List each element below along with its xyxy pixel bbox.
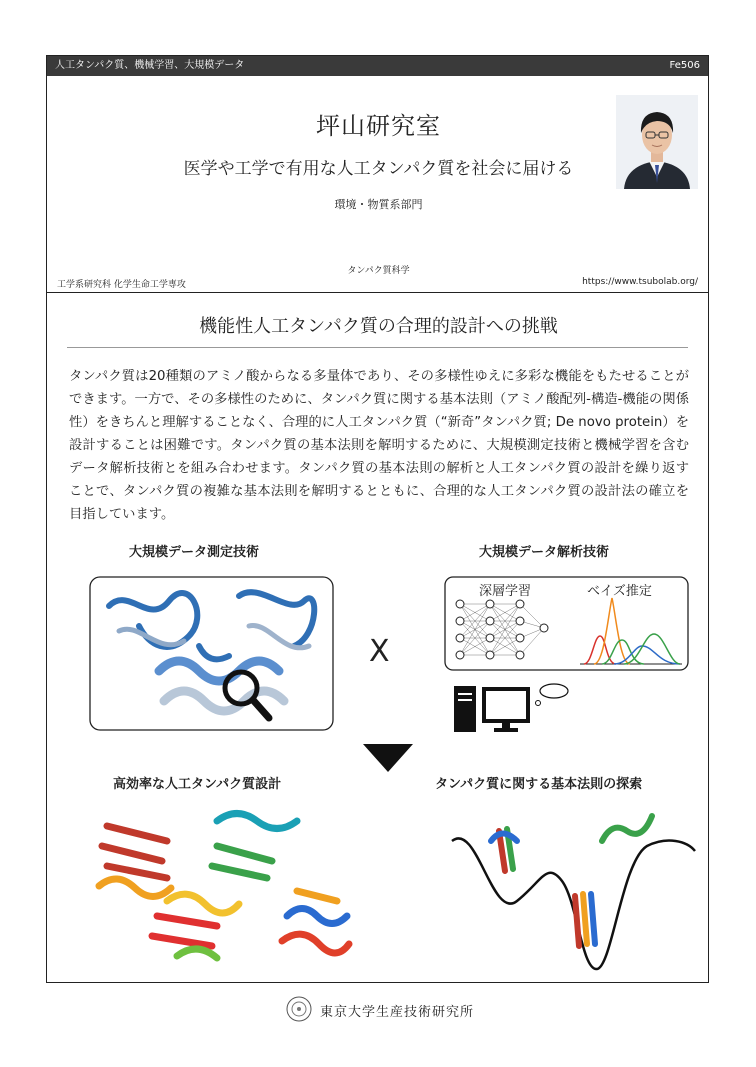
header-bar — [47, 56, 708, 76]
measurement-title: 大規模データ測定技術 — [129, 545, 260, 560]
analysis-title: 大規模データ解析技術 — [479, 545, 610, 560]
affiliation: 工学系研究科 化学生命工学専攻 — [57, 280, 186, 290]
body-text: タンパク質は20種類のアミノ酸からなる多量体であり、その多様性ゆえに多彩な機能をもたせることができます。一方で、その多様性のために、タンパク質に関する基本法則（アミノ酸配列-構造-機能の関係性）をきちんと理解することなく、合理的に人工タンパク質（“新奇”タンパク質; De novo protein）を設計することは困難です。タンパク質の基本法則を解明するために、大規模測定技術と機械学習を含むデータ解析技術とを組み合わせます。タンパク質の基本法則の解析と人工タンパク質の設計を繰り返すことで、タンパク質の複雑な基本法則を解明するとともに、合理的な人工タンパク質の設計法の確立を目指しています。 — [69, 369, 689, 522]
poster-code: Fe506 — [669, 60, 700, 71]
energy-landscape — [447, 801, 697, 981]
department: 環境・物質系部門 — [334, 198, 423, 211]
research-field: タンパク質科学 — [347, 266, 410, 276]
footer — [0, 996, 756, 1026]
deep-learning-label: 深層学習 — [479, 584, 532, 599]
section-rule — [67, 347, 688, 348]
down-arrow-icon — [363, 744, 413, 772]
computer-icon — [452, 681, 582, 736]
law-title: タンパク質に関する基本法則の探索 — [435, 777, 643, 792]
poster-frame — [46, 55, 709, 983]
bayes-label: ベイズ推定 — [587, 584, 652, 599]
measurement-panel — [89, 576, 334, 731]
lab-tagline: 医学や工学で有用な人工タンパク質を社会に届ける — [183, 159, 574, 179]
times-symbol: X — [369, 634, 390, 669]
design-title: 高効率な人工タンパク質設計 — [113, 777, 282, 792]
lab-url[interactable]: https://www.tsubolab.org/ — [582, 277, 698, 287]
lab-name: 坪山研究室 — [316, 112, 441, 140]
header-divider — [47, 292, 708, 293]
keywords: 人工タンパク質、機械学習、大規模データ — [55, 60, 245, 71]
section-title: 機能性人工タンパク質の合理的設計への挑戦 — [199, 316, 558, 337]
institute-emblem-icon — [286, 996, 312, 1022]
design-proteins — [87, 806, 357, 976]
institute-name: 東京大学生産技術研究所 — [320, 1005, 475, 1020]
professor-photo — [616, 95, 698, 189]
